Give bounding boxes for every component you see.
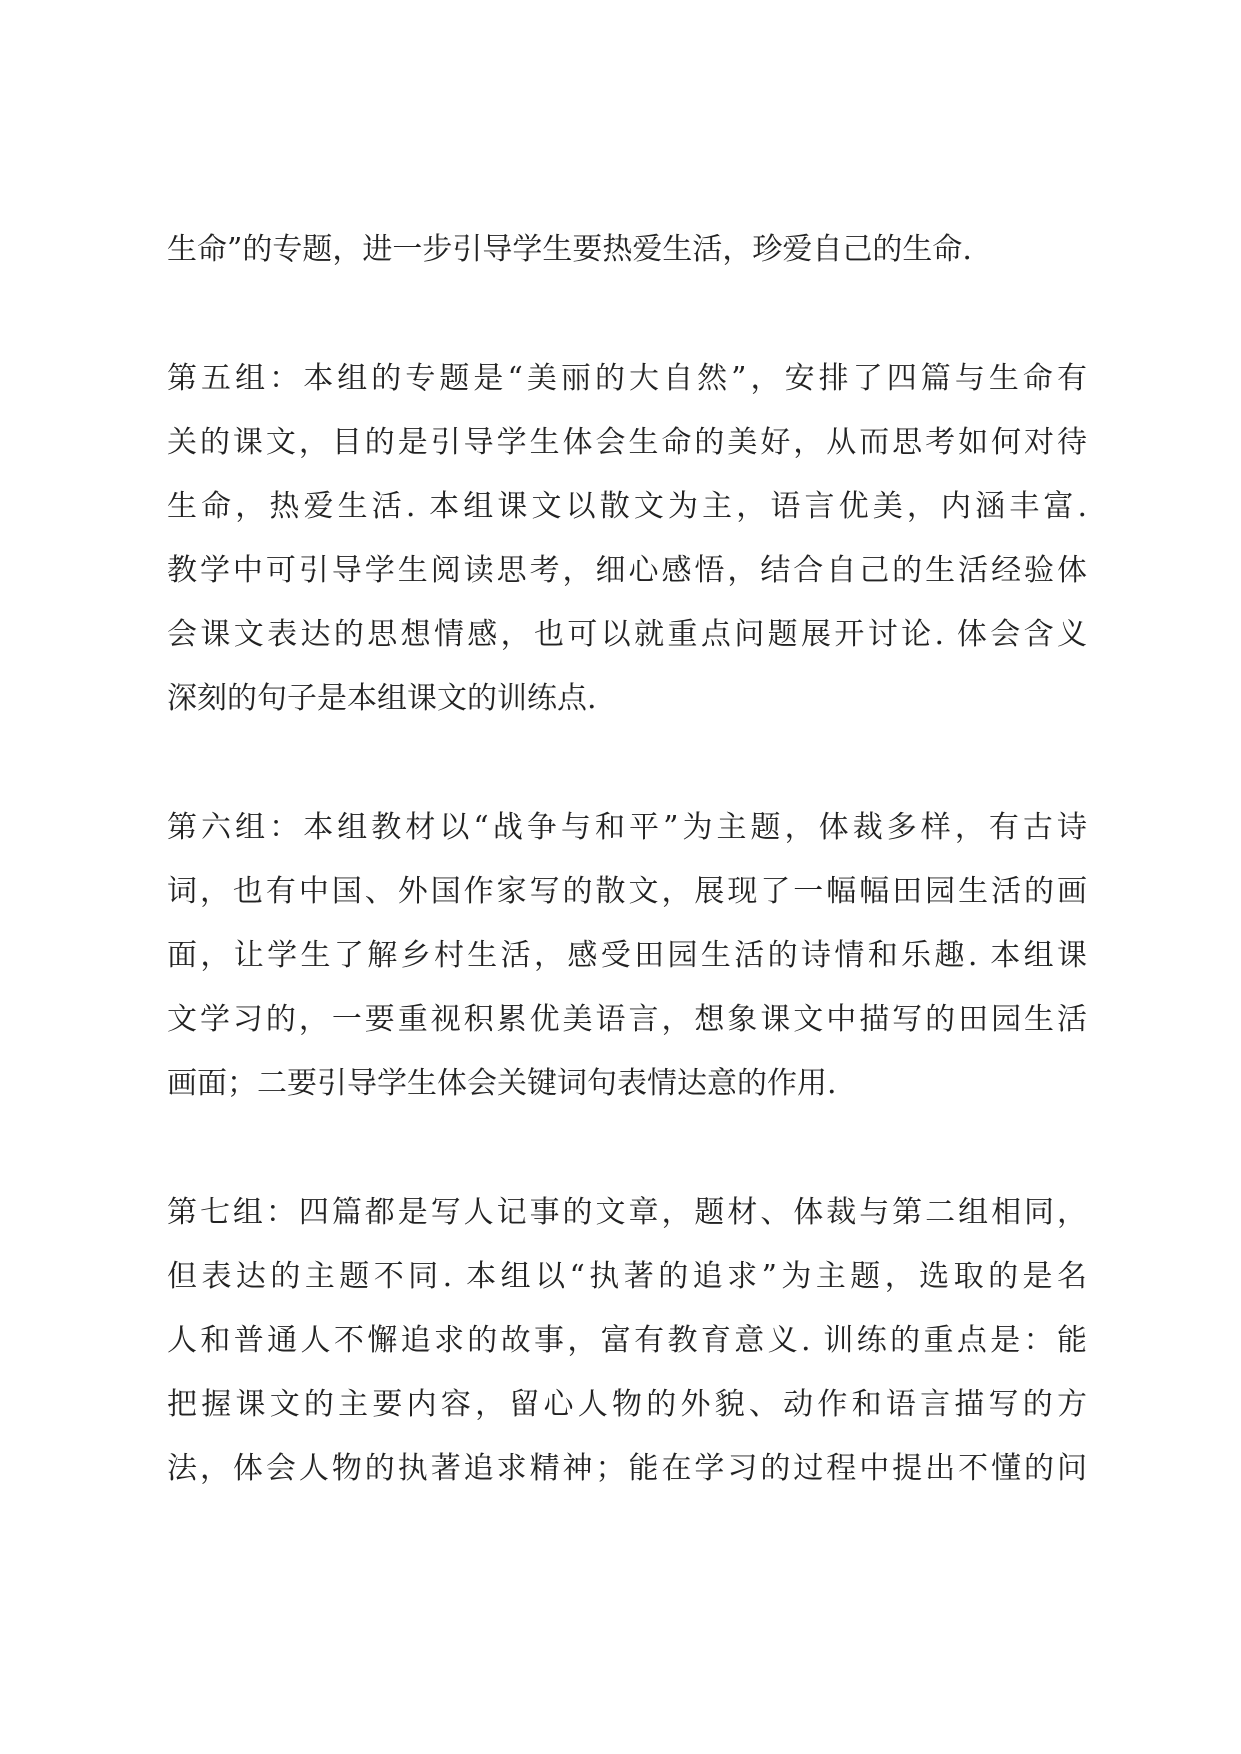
text-line: 教学中可引导学生阅读思考，细心感悟，结合自己的生活经验体 bbox=[167, 553, 1087, 588]
text-line: 文学习的，一要重视积累优美语言，想象课文中描写的田园生活 bbox=[167, 1002, 1087, 1037]
text-line: 生命，热爱生活. 本组课文以散文为主，语言优美，内涵丰富. bbox=[167, 489, 1087, 524]
text-line: 深刻的句子是本组课文的训练点. bbox=[167, 681, 597, 716]
text-line: 关的课文，目的是引导学生体会生命的美好，从而思考如何对待 bbox=[167, 425, 1087, 460]
text-line: 把握课文的主要内容，留心人物的外貌、动作和语言描写的方 bbox=[167, 1387, 1087, 1422]
text-line: 面，让学生了解乡村生活，感受田园生活的诗情和乐趣. 本组课 bbox=[167, 938, 1087, 973]
text-line: 词，也有中国、外国作家写的散文，展现了一幅幅田园生活的画 bbox=[167, 874, 1087, 909]
text-line: 生命”的专题，进一步引导学生要热爱生活，珍爱自己的生命. bbox=[167, 232, 972, 267]
text-line: 第六组：本组教材以“战争与和平”为主题，体裁多样，有古诗 bbox=[167, 810, 1087, 845]
text-line: 第五组：本组的专题是“美丽的大自然”，安排了四篇与生命有 bbox=[167, 361, 1087, 396]
text-line: 人和普通人不懈追求的故事，富有教育意义. 训练的重点是：能 bbox=[167, 1323, 1087, 1358]
text-line: 第七组：四篇都是写人记事的文章，题材、体裁与第二组相同， bbox=[167, 1195, 1087, 1230]
text-line: 但表达的主题不同. 本组以“执著的追求”为主题，选取的是名 bbox=[167, 1259, 1087, 1294]
text-line: 会课文表达的思想情感，也可以就重点问题展开讨论. 体会含义 bbox=[167, 617, 1087, 652]
text-line: 画面；二要引导学生体会关键词句表情达意的作用. bbox=[167, 1066, 837, 1101]
text-line: 法，体会人物的执著追求精神；能在学习的过程中提出不懂的问 bbox=[167, 1451, 1087, 1486]
